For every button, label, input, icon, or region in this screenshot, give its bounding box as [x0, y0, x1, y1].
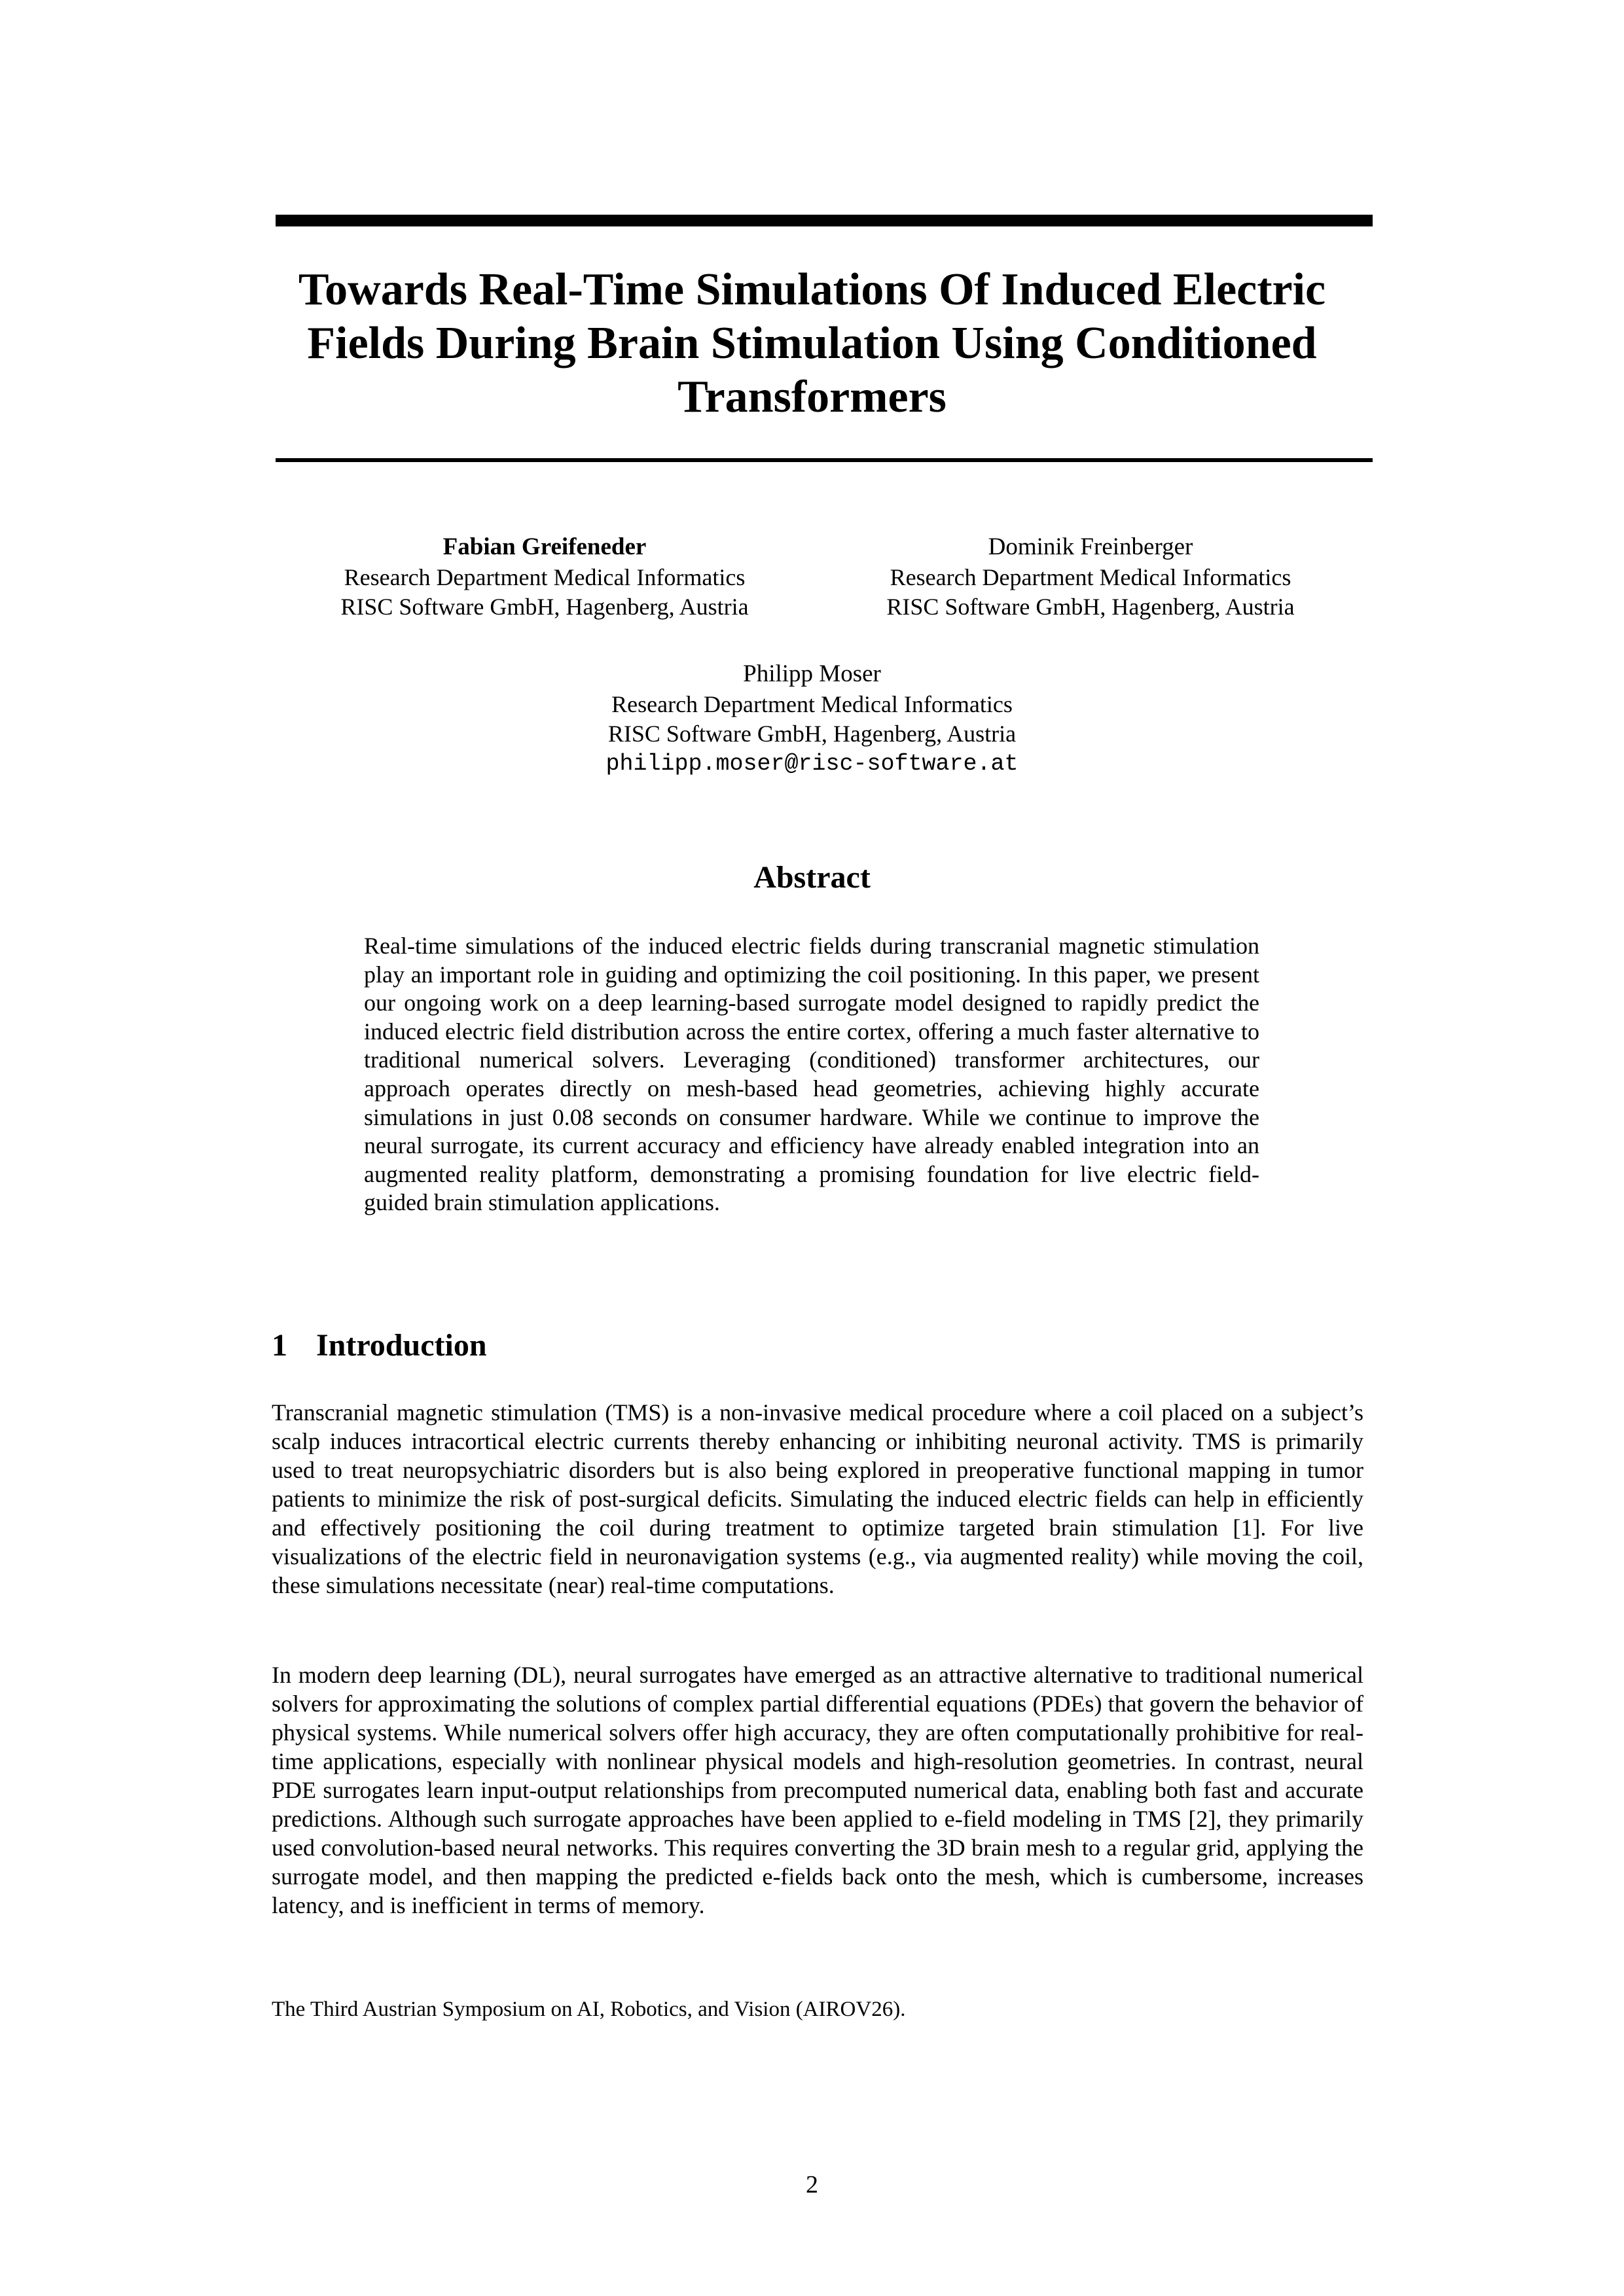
section-title: Introduction: [316, 1328, 487, 1363]
author-email: philipp.moser@risc-software.at: [605, 751, 1019, 777]
paper-title-line-3: Transformers: [677, 372, 947, 422]
author-name: Fabian Greifeneder: [442, 533, 647, 560]
paper-title-line-1: Towards Real-Time Simulations Of Induced Electric: [298, 264, 1326, 315]
author-department: Research Department Medical Informatics: [611, 691, 1013, 717]
authors-row: [272, 531, 1363, 622]
title-rule-bottom: [276, 458, 1373, 462]
title-rule-top: [276, 215, 1373, 226]
introduction-paragraph-2: In modern deep learning (DL), neural surrogates have emerged as an attractive alternative to traditional numerical solvers for approximating the solutions of complex partial differential equations (PDEs) that govern the behavior of physical systems. While numerical solvers offer high accuracy, they are often computationally prohibitive for real-time applications, especially with nonlinear physical models and high-resolution geometries. In contrast, neural PDE surrogates learn input-output relationships from precomputed numerical data, enabling both fast and accurate predictions. Although such surrogate approaches have been applied to e-field modeling in TMS [2], they primarily used convolution-based neural networks. This requires converting the 3D brain mesh to a regular grid, applying the surrogate model, and then mapping the predicted e-fields back onto the mesh, which is cumbersome, increases latency, and is inefficient in terms of memory.: [272, 1662, 1363, 1918]
author-block-center: [0, 658, 1624, 779]
author-organization: RISC Software GmbH, Hagenberg, Austria: [886, 594, 1295, 620]
page-number: 2: [806, 2171, 818, 2198]
author-department: Research Department Medical Informatics: [344, 564, 746, 590]
author-name: Philipp Moser: [743, 660, 881, 687]
author-organization: RISC Software GmbH, Hagenberg, Austria: [340, 594, 749, 620]
abstract-heading: Abstract: [753, 860, 871, 895]
author-block-left: [272, 531, 818, 622]
section-number: 1: [272, 1328, 287, 1363]
author-organization: RISC Software GmbH, Hagenberg, Austria: [607, 721, 1017, 747]
author-name: Dominik Freinberger: [988, 533, 1193, 560]
author-department: Research Department Medical Informatics: [890, 564, 1291, 590]
section-heading-introduction: [272, 1327, 1363, 1363]
paper-title: [0, 263, 1624, 424]
paper-title-line-2: Fields During Brain Stimulation Using Conditioned: [307, 318, 1317, 368]
abstract-text: Real-time simulations of the induced electric fields during transcranial magnetic stimulation play an important role in guiding and optimizing the coil positioning. In this paper, we present our ongoing work on a deep learning-based surrogate model designed to rapidly predict the induced electric field distribution across the entire cortex, offering a much faster alternative to traditional numerical solvers. Leveraging (conditioned) transformer architectures, our approach operates directly on mesh-based head geometries, achieving highly accurate simulations in just 0.08 seconds on consumer hardware. While we continue to improve the neural surrogate, its current accuracy and efficiency have already enabled integration into an augmented reality platform, demonstrating a promising foundation for live electric field-guided brain stimulation applications.: [364, 933, 1259, 1216]
author-block-right: [818, 531, 1363, 622]
introduction-paragraph-1: Transcranial magnetic stimulation (TMS) is a non-invasive medical procedure where a coil placed on a subject’s scalp induces intracortical electric currents thereby enhancing or inhibiting neuronal activity. TMS is primarily used to treat neuropsychiatric disorders but is also being explored in preoperative functional mapping in tumor patients to minimize the risk of post-surgical deficits. Simulating the induced electric fields can help in efficiently and effectively positioning the coil during treatment to optimize targeted brain stimulation [1]. For live visualizations of the electric field in neuronavigation systems (e.g., via augmented reality) while moving the coil, these simulations necessitate (near) real-time computations.: [272, 1399, 1363, 1598]
conference-footnote: The Third Austrian Symposium on AI, Robotics, and Vision (AIROV26).: [272, 1998, 906, 2021]
